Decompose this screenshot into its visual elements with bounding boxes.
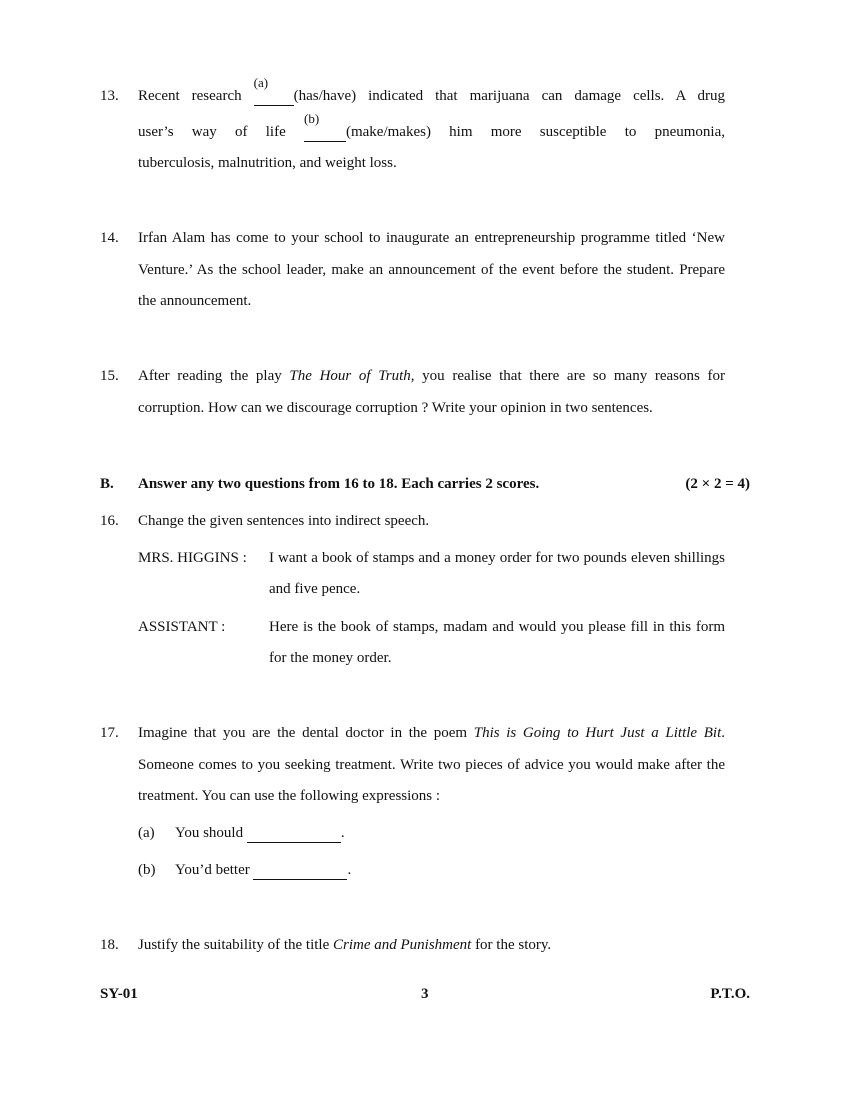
q13-line-1 bbox=[138, 75, 726, 106]
option-b: You’d better . bbox=[175, 862, 352, 878]
q13-text: Recent research bbox=[138, 88, 242, 104]
question-number: 14. bbox=[100, 230, 119, 246]
q17-text-pre: Imagine that you are the dental doctor in the poem bbox=[138, 725, 474, 741]
q13-line-2 bbox=[138, 111, 725, 142]
question-number: 13. bbox=[100, 88, 119, 104]
option-a: You should . bbox=[175, 825, 345, 841]
option-b-label: (b) bbox=[138, 862, 156, 878]
q16-text: Change the given sentences into indirect speech. bbox=[138, 513, 430, 529]
paper-code: SY-01 bbox=[100, 986, 138, 1002]
q13-text: (make/makes) him more susceptible to pneumonia, bbox=[345, 124, 725, 140]
q15-text bbox=[138, 361, 725, 424]
speech-mrs-higgins: I want a book of stamps and a money order for two pounds eleven shillings and five pence. bbox=[269, 550, 725, 597]
section-instruction: Answer any two questions from 16 to 18. Each carries 2 scores. bbox=[138, 476, 540, 492]
question-number: 15. bbox=[100, 368, 119, 384]
blank-label: (b) bbox=[303, 111, 320, 126]
q13-text: user’s way of life bbox=[138, 124, 286, 140]
q13-line-3: tuberculosis, malnutrition, and weight loss. bbox=[138, 155, 397, 171]
poem-title: This is Going to Hurt Just a Little Bit bbox=[473, 725, 722, 741]
play-title: The Hour of Truth, bbox=[289, 368, 415, 384]
q14-text: Irfan Alam has come to your school to inaugurate an entrepreneurship programme titled ‘New Venture.’ As the school leader, make an announcement of the event before the student. Prepare the announcement. bbox=[138, 230, 725, 309]
blank-label: (a) bbox=[253, 75, 269, 90]
q13-text: (has/have) indicated that marijuana can damage cells. A drug bbox=[293, 88, 726, 104]
blank-line bbox=[253, 862, 347, 880]
story-title: Crime and Punishment bbox=[332, 937, 472, 953]
q17-text-post: . Someone comes to you seeking treatment. Write two pieces of advice you would make after the treatment. You can use the following expressions : bbox=[138, 725, 726, 804]
option-b-text: You’d better bbox=[175, 862, 250, 878]
page-number: 3 bbox=[421, 986, 429, 1002]
question-number: 17. bbox=[100, 725, 119, 741]
speaker-mrs-higgins: MRS. HIGGINS : bbox=[138, 550, 247, 566]
q15-text-pre: After reading the play bbox=[138, 368, 290, 384]
speech-assistant: Here is the book of stamps, madam and would you please fill in this form for the money order. bbox=[269, 619, 725, 666]
blank-line bbox=[247, 825, 341, 843]
blank-a bbox=[253, 75, 294, 106]
q15-text-post: you realise that there are so many reasons for corruption. How can we discourage corruption ? Write your opinion in two sentences. bbox=[138, 368, 726, 416]
option-a-text: You should bbox=[175, 825, 244, 841]
blank-b bbox=[303, 111, 346, 142]
section-label: B. bbox=[100, 476, 114, 492]
question-number: 18. bbox=[100, 937, 119, 953]
question-number: 16. bbox=[100, 513, 119, 529]
option-a-label: (a) bbox=[138, 825, 155, 841]
pto-label: P.T.O. bbox=[710, 986, 750, 1002]
q17-text bbox=[138, 718, 725, 813]
q18-text-pre: Justify the suitability of the title bbox=[138, 937, 333, 953]
q18-text bbox=[138, 937, 551, 954]
speaker-assistant: ASSISTANT : bbox=[138, 619, 226, 635]
q18-text-post: for the story. bbox=[471, 937, 552, 953]
section-marks: (2 × 2 = 4) bbox=[685, 476, 750, 492]
